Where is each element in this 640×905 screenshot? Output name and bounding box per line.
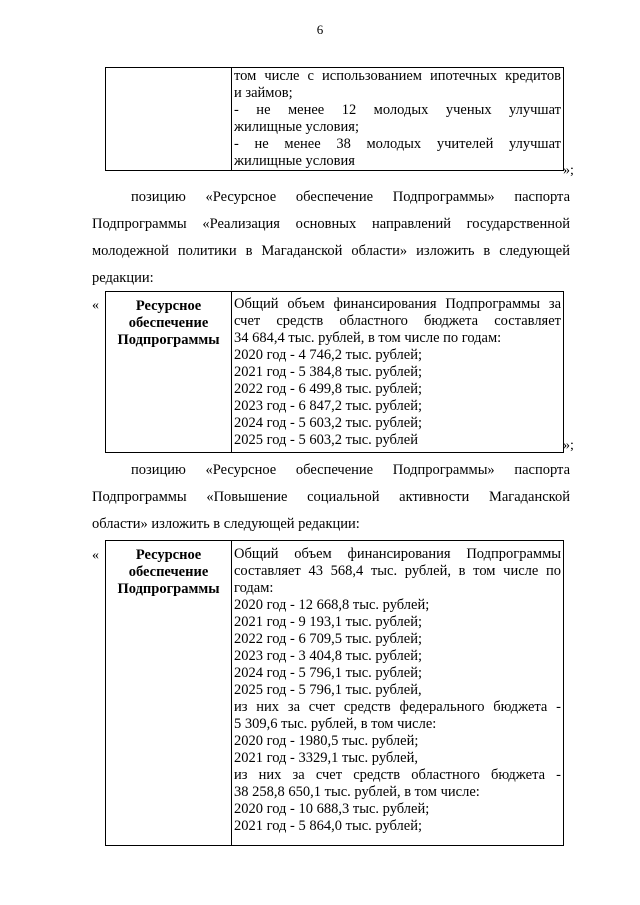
text-line: области» изложить в следующей редакции:	[92, 516, 360, 532]
resource-value	[232, 541, 564, 846]
text-line: - не менее 12 молодых ученых улучшат	[234, 102, 561, 118]
table-resource-youth-policy	[105, 291, 564, 453]
text-line: 2023 год - 6 847,2 тыс. рублей;	[234, 398, 422, 414]
table-left-cell	[106, 68, 232, 171]
text-line: 2025 год - 5 796,1 тыс. рублей,	[234, 682, 422, 698]
open-quote: «	[92, 548, 99, 563]
label-line: обеспечение	[128, 315, 209, 331]
close-quote: »;	[563, 438, 574, 453]
text-line: составляет 43 568,4 тыс. рублей, в том числе по	[234, 563, 561, 579]
paragraph-instruction-1	[92, 189, 570, 297]
text-line: 2021 год - 9 193,1 тыс. рублей;	[234, 614, 422, 630]
label-line: Подпрограммы	[117, 581, 220, 597]
text-line: 2021 год - 5 864,0 тыс. рублей;	[234, 818, 422, 834]
label-line: Ресурсное	[135, 547, 202, 563]
text-line: 34 684,4 тыс. рублей, в том числе по годам:	[234, 330, 502, 346]
text-line: позицию «Ресурсное обеспечение Подпрограммы» паспорта	[131, 189, 570, 205]
text-line: 2025 год - 5 603,2 тыс. рублей	[234, 432, 418, 448]
text-line: 2020 год - 1980,5 тыс. рублей;	[234, 733, 419, 749]
text-line: счет средств областного бюджета составляет	[234, 313, 561, 329]
text-line: 2024 год - 5 796,1 тыс. рублей;	[234, 665, 422, 681]
text-line: 2023 год - 3 404,8 тыс. рублей;	[234, 648, 422, 664]
text-line: годам:	[234, 580, 274, 596]
text-line: Общий объем финансирования Подпрограммы за	[234, 296, 561, 312]
text-line: жилищные условия;	[234, 119, 359, 135]
label-line: Ресурсное	[135, 298, 202, 314]
text-line: - не менее 38 молодых учителей улучшат	[234, 136, 561, 152]
text-line: 2022 год - 6 709,5 тыс. рублей;	[234, 631, 422, 647]
text-line: 2024 год - 5 603,2 тыс. рублей;	[234, 415, 422, 431]
text-line: Подпрограммы «Реализация основных направлений государственной	[92, 216, 570, 232]
table-continuation	[105, 67, 564, 171]
text-line: 38 258,8 650,1 тыс. рублей, в том числе:	[234, 784, 480, 800]
text-line: 2020 год - 10 688,3 тыс. рублей;	[234, 801, 430, 817]
table-right-cell	[232, 68, 564, 171]
text-line: 2020 год - 12 668,8 тыс. рублей;	[234, 597, 430, 613]
text-line: 2021 год - 3329,1 тыс. рублей,	[234, 750, 418, 766]
label-line: Подпрограммы	[117, 332, 220, 348]
paragraph-instruction-2	[92, 462, 570, 543]
close-quote: »;	[563, 163, 574, 178]
text-line: 5 309,6 тыс. рублей, в том числе:	[234, 716, 437, 732]
text-line: из них за счет средств федерального бюджета -	[234, 699, 561, 715]
text-line: из них за счет средств областного бюджета -	[234, 767, 561, 783]
text-line: том числе с использованием ипотечных кредитов	[234, 68, 561, 84]
text-line: и займов;	[234, 85, 293, 101]
text-line: молодежной политики в Магаданской области» изложить в следующей	[92, 243, 570, 259]
page-number: 6	[316, 22, 324, 37]
label-line: обеспечение	[128, 564, 209, 580]
open-quote: «	[92, 298, 99, 313]
text-line: Общий объем финансирования Подпрограммы	[234, 546, 561, 562]
resource-label	[106, 292, 232, 453]
text-line: Подпрограммы «Повышение социальной активности Магаданской	[92, 489, 570, 505]
text-line: 2021 год - 5 384,8 тыс. рублей;	[234, 364, 422, 380]
text-line: 2022 год - 6 499,8 тыс. рублей;	[234, 381, 422, 397]
text-line: жилищные условия	[234, 153, 355, 169]
table-resource-social-activity	[105, 540, 564, 846]
text-line: редакции:	[92, 270, 154, 286]
resource-value	[232, 292, 564, 453]
text-line: 2020 год - 4 746,2 тыс. рублей;	[234, 347, 422, 363]
resource-label	[106, 541, 232, 846]
text-line: позицию «Ресурсное обеспечение Подпрограммы» паспорта	[131, 462, 570, 478]
